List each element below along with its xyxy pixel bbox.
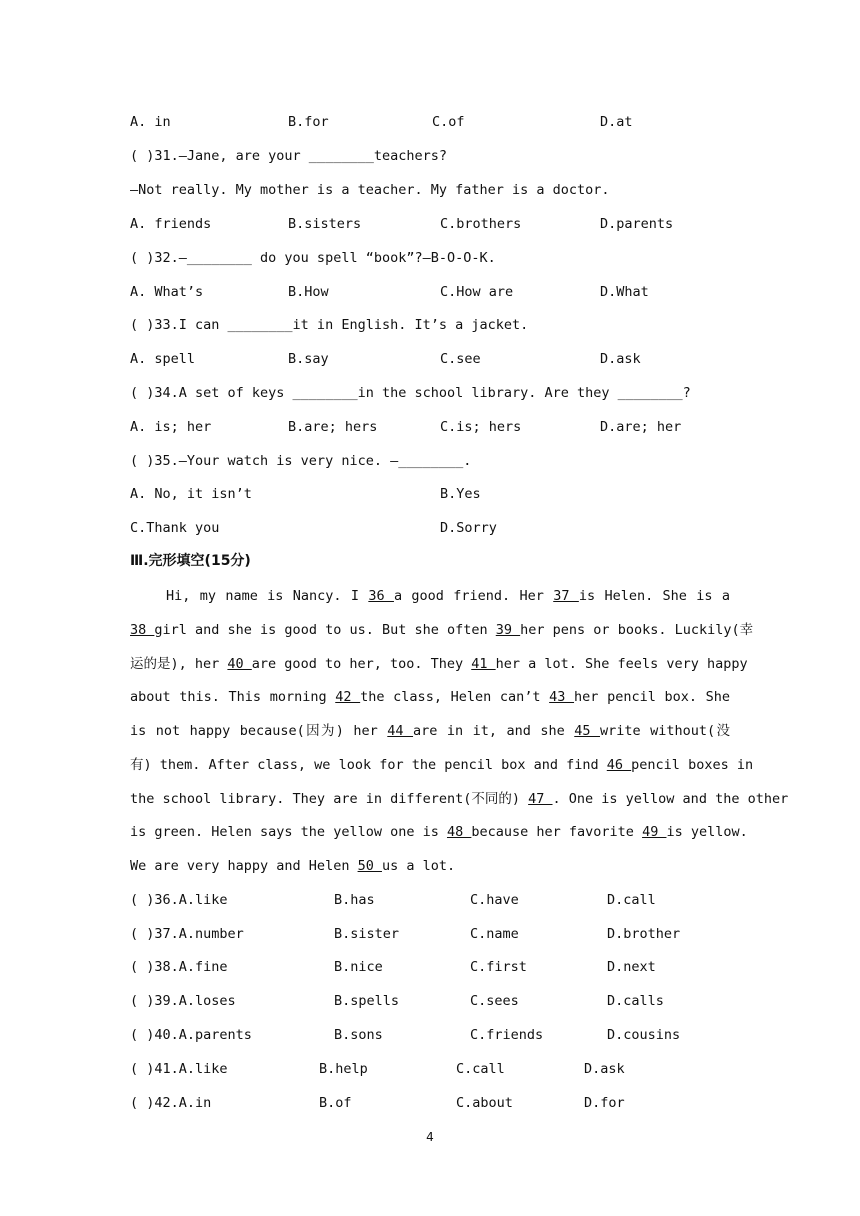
blank-42: 42	[335, 689, 361, 705]
q36-option-b: B.has	[334, 892, 375, 908]
q39-option-b: B.spells	[334, 993, 400, 1009]
blank-39: 39	[495, 622, 521, 638]
page-number: 4	[426, 1130, 434, 1144]
q39-stem: ( )39.A.loses	[130, 993, 236, 1009]
passage-line-4: about this. This morning 42 the class, Helen can’t 43 her pencil box. She	[130, 689, 731, 705]
q41-option-d: D.ask	[584, 1061, 625, 1077]
blank-36: 36	[368, 588, 394, 604]
q35-stem: ( )35.—Your watch is very nice. —________.	[130, 453, 472, 469]
q30-option-a: A. in	[130, 114, 171, 130]
q38-option-d: D.next	[607, 959, 656, 975]
q40-option-c: C.friends	[470, 1027, 544, 1043]
q31-reply: —Not really. My mother is a teacher. My father is a doctor.	[130, 182, 610, 198]
q35-option-d: D.Sorry	[440, 520, 497, 536]
blank-49: 49	[642, 824, 667, 840]
q41-stem: ( )41.A.like	[130, 1061, 228, 1077]
q35-option-c: C.Thank you	[130, 520, 220, 536]
blank-50: 50	[357, 858, 382, 874]
q41-option-c: C.call	[456, 1061, 505, 1077]
q33-stem: ( )33.I can ________it in English. It’s a jacket.	[130, 317, 529, 333]
q39-option-d: D.calls	[607, 993, 664, 1009]
q32-option-c: C.How are	[440, 284, 514, 300]
q31-stem: ( )31.—Jane, are your ________teachers?	[130, 148, 447, 164]
passage-line-6: 有) them. After class, we look for the pencil box and find 46 pencil boxes in	[130, 757, 754, 773]
blank-45: 45	[574, 723, 600, 739]
q42-option-c: C.about	[456, 1095, 513, 1111]
q33-option-c: C.see	[440, 351, 481, 367]
q38-option-c: C.first	[470, 959, 527, 975]
passage-line-8: is green. Helen says the yellow one is 48 because her favorite 49 is yellow.	[130, 824, 748, 840]
q41-option-b: B.help	[319, 1061, 368, 1077]
blank-43: 43	[549, 689, 575, 705]
q33-option-a: A. spell	[130, 351, 196, 367]
blank-40: 40	[227, 656, 252, 672]
section-heading: Ⅲ.完形填空(15分)	[130, 553, 251, 569]
q40-stem: ( )40.A.parents	[130, 1027, 252, 1043]
blank-38: 38	[130, 622, 155, 638]
q34-option-d: D.are; her	[600, 419, 682, 435]
q36-option-d: D.call	[607, 892, 656, 908]
q37-option-b: B.sister	[334, 926, 400, 942]
q35-option-b: B.Yes	[440, 486, 481, 502]
q30-option-c: C.of	[432, 114, 465, 130]
passage-line-1: Hi, my name is Nancy. I 36 a good friend. Her 37 is Helen. She is a	[166, 588, 730, 604]
q37-option-d: D.brother	[607, 926, 681, 942]
q32-option-d: D.What	[600, 284, 649, 300]
q34-option-a: A. is; her	[130, 419, 212, 435]
q31-option-b: B.sisters	[288, 216, 362, 232]
q31-option-c: C.brothers	[440, 216, 522, 232]
q38-option-b: B.nice	[334, 959, 383, 975]
q36-option-c: C.have	[470, 892, 519, 908]
q42-option-d: D.for	[584, 1095, 625, 1111]
q31-option-d: D.parents	[600, 216, 674, 232]
q32-option-b: B.How	[288, 284, 329, 300]
blank-46: 46	[606, 757, 632, 773]
q35-option-a: A. No, it isn’t	[130, 486, 252, 502]
q42-stem: ( )42.A.in	[130, 1095, 212, 1111]
q42-option-b: B.of	[319, 1095, 352, 1111]
q40-option-d: D.cousins	[607, 1027, 681, 1043]
passage-line-5: is not happy because(因为) her 44 are in it, and she 45 write without(没	[130, 723, 730, 739]
q38-stem: ( )38.A.fine	[130, 959, 228, 975]
blank-37: 37	[553, 588, 579, 604]
passage-line-2: 38 girl and she is good to us. But she often 39 her pens or books. Luckily(幸	[130, 622, 754, 638]
blank-48: 48	[446, 824, 472, 840]
q34-option-c: C.is; hers	[440, 419, 522, 435]
passage-line-7: the school library. They are in different(不同的) 47 . One is yellow and the other	[130, 791, 789, 807]
q33-option-b: B.say	[288, 351, 329, 367]
q36-stem: ( )36.A.like	[130, 892, 228, 908]
q34-stem: ( )34.A set of keys ________in the school library. Are they ________?	[130, 385, 691, 401]
q40-option-b: B.sons	[334, 1027, 383, 1043]
q32-option-a: A. What’s	[130, 284, 204, 300]
q34-option-b: B.are; hers	[288, 419, 378, 435]
q32-stem: ( )32.—________ do you spell “book”?—B-O-O-K.	[130, 250, 496, 266]
q37-option-c: C.name	[470, 926, 519, 942]
q37-stem: ( )37.A.number	[130, 926, 244, 942]
q33-option-d: D.ask	[600, 351, 641, 367]
blank-44: 44	[387, 723, 414, 739]
q30-option-d: D.at	[600, 114, 633, 130]
q31-option-a: A. friends	[130, 216, 212, 232]
passage-line-9: We are very happy and Helen 50 us a lot.	[130, 858, 456, 874]
blank-41: 41	[471, 656, 496, 672]
q39-option-c: C.sees	[470, 993, 519, 1009]
q30-option-b: B.for	[288, 114, 329, 130]
passage-line-3: 运的是), her 40 are good to her, too. They 41 her a lot. She feels very happy	[130, 656, 748, 672]
blank-47: 47	[528, 791, 553, 807]
